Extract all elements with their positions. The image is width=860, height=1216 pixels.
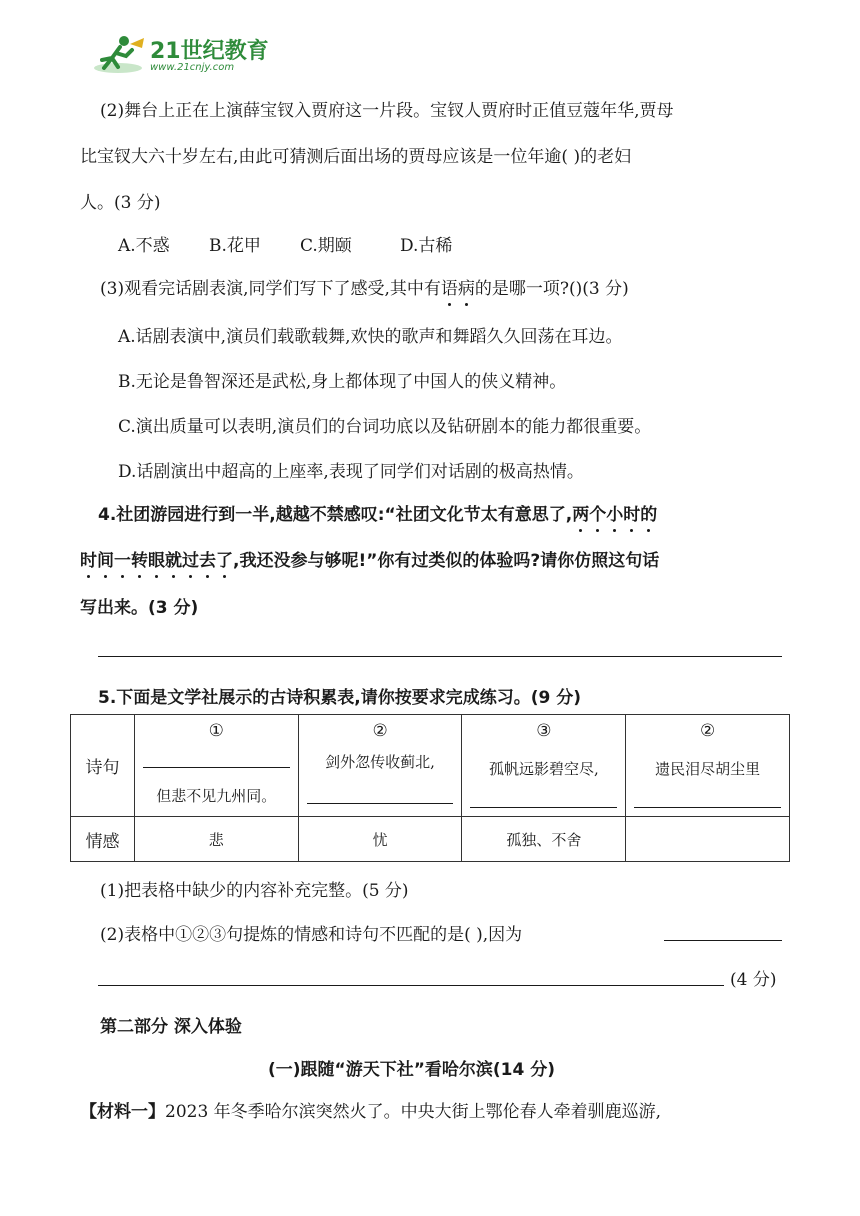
q3-sub2-option-a: A.不惑: [118, 236, 170, 256]
q5-sub2-score: (4 分): [730, 970, 777, 990]
blank-line[interactable]: [307, 803, 454, 804]
q5-title: 5.下面是文学社展示的古诗积累表,请你按要求完成练习。(9 分): [98, 688, 582, 708]
q3-sub2-option-b: B.花甲: [209, 236, 261, 256]
emphasis-char: 时: [80, 551, 97, 571]
emphasis-char: 个: [589, 505, 607, 525]
cell-text: 但悲不见九州同。: [156, 787, 277, 805]
table-row: [71, 715, 790, 817]
emphasis-char: 就: [165, 551, 182, 571]
logo-text: 21世纪教育: [150, 39, 269, 64]
table-row: [71, 817, 790, 862]
emphasis-char: 两: [572, 505, 590, 525]
q3-sub3-option-c: C.演出质量可以表明,演员们的台词功底以及钻研剧本的能力都很重要。: [118, 417, 652, 437]
table-row-header: 诗句: [71, 715, 135, 817]
q5-sub2-answer-line[interactable]: [664, 940, 782, 941]
emphasis-char: 小: [606, 505, 624, 525]
q4-line2-text: ,我还没参与够呢!”你有过类似的体验吗?请你仿照这句话: [233, 551, 660, 571]
q5-sub2-answer-line-2[interactable]: [98, 985, 724, 986]
emphasis-char: 转: [131, 551, 148, 571]
q4-line1-text: 4.社团游园进行到一半,越越不禁感叹:“社团文化节太有意思了,: [98, 505, 573, 525]
q4-line3: 写出来。(3 分): [80, 598, 199, 618]
table-row-header: 情感: [71, 817, 135, 862]
emphasis-char: 间: [97, 551, 114, 571]
emphasis-char: 的: [640, 505, 658, 525]
table-cell: 忧: [298, 817, 462, 862]
blank-line[interactable]: [634, 807, 781, 808]
q5-sub2: (2)表格中①②③句提炼的情感和诗句不匹配的是( ),因为: [100, 925, 523, 945]
q3-sub3-stem-pre: (3)观看完话剧表演,同学们写下了感受,其中有: [100, 279, 441, 299]
cell-number: ②: [372, 721, 388, 741]
emphasis-char: 一: [114, 551, 131, 571]
table-cell-blank[interactable]: [626, 817, 790, 862]
material-paragraph: [80, 1097, 661, 1122]
q3-sub3-stem: [100, 274, 629, 299]
blank-line[interactable]: [143, 767, 290, 768]
cell-text: 剑外忽传收蓟北,: [325, 753, 435, 771]
q4-line2: [80, 546, 659, 571]
emphasis-char: 病: [457, 279, 475, 299]
q4-answer-line[interactable]: [98, 656, 782, 657]
emphasis-char: 去: [199, 551, 216, 571]
cell-text: 遗民泪尽胡尘里: [655, 760, 761, 778]
cell-number: ②: [699, 721, 716, 741]
q3-sub3-stem-post: 的是哪一项?()(3 分): [474, 279, 629, 299]
table-cell: [298, 715, 462, 817]
q3-sub2-line3: 人。(3 分): [80, 193, 161, 213]
q3-sub3-option-a: A.话剧表演中,演员们载歌载舞,欢快的歌声和舞蹈久久回荡在耳边。: [118, 327, 623, 347]
material-label: 【材料一】: [80, 1102, 165, 1122]
cell-number: ①: [208, 721, 224, 741]
table-cell: 孤独、不舍: [462, 817, 626, 862]
q4-line1: [98, 500, 657, 525]
part2-heading: 第二部分 深入体验: [100, 1017, 242, 1037]
table-cell: [134, 715, 298, 817]
emphasis-char: 了: [216, 551, 233, 571]
cell-number: ③: [536, 721, 552, 741]
q3-sub2-option-c: C.期颐: [300, 236, 352, 256]
poem-table: [70, 714, 790, 862]
q5-sub1: (1)把表格中缺少的内容补充完整。(5 分): [100, 881, 409, 901]
emphasis-char: 时: [623, 505, 641, 525]
table-cell: [626, 715, 790, 817]
material-text: 2023 年冬季哈尔滨突然火了。中央大街上鄂伦春人牵着驯鹿巡游,: [165, 1102, 662, 1122]
q3-sub3-option-b: B.无论是鲁智深还是武松,身上都体现了中国人的侠义精神。: [118, 372, 567, 392]
site-logo: [92, 32, 269, 82]
table-cell: [462, 715, 626, 817]
emphasis-char: 眼: [148, 551, 165, 571]
emphasis-char: 语: [440, 279, 458, 299]
q3-sub2-option-d: D.古稀: [400, 236, 453, 256]
table-cell: 悲: [134, 817, 298, 862]
emphasis-char: 过: [182, 551, 199, 571]
logo-url: www.21cnjy.com: [150, 62, 235, 73]
q3-sub2-line2: 比宝钗大六十岁左右,由此可猜测后面出场的贾母应该是一位年逾( )的老妇: [80, 147, 632, 167]
blank-line[interactable]: [470, 807, 617, 808]
cell-text: 孤帆远影碧空尽,: [488, 760, 599, 778]
q3-sub3-option-d: D.话剧演出中超高的上座率,表现了同学们对话剧的极高热情。: [118, 462, 584, 482]
section-title: (一)跟随“游天下社”看哈尔滨(14 分): [268, 1060, 555, 1080]
q3-sub2-line1: (2)舞台上正在上演薛宝钗入贾府这一片段。宝钗人贾府时正值豆蔻年华,贾母: [100, 101, 674, 121]
running-man-icon: [92, 34, 148, 78]
